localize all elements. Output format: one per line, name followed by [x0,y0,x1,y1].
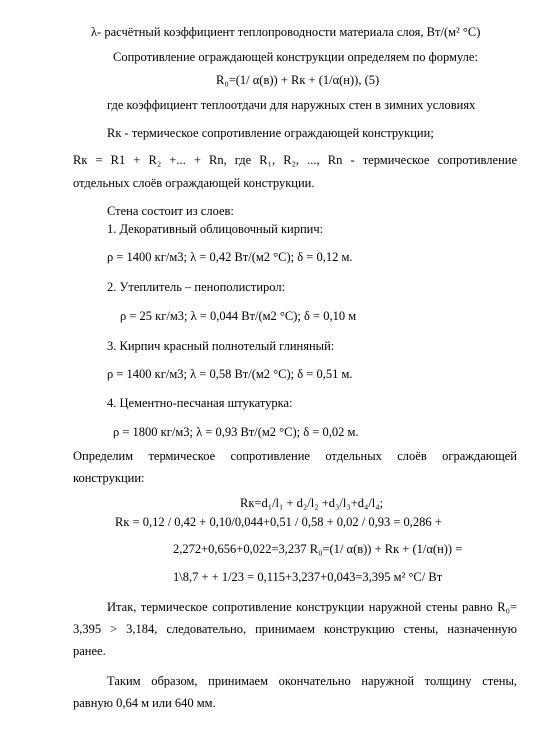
layer-1-properties: ρ = 1400 кг/м3; λ = 0,42 Вт/(м2 °С); δ = 0,12 м. [107,250,353,264]
calculation-r0-formula: 2,272+0,656+0,022=3,237 R₀=(1/ α(в)) + Rк + (1/α(н)) = [173,542,463,556]
formula-rk: Rк=d₁/l₁ + d₂/l₂ +d₃/l₃+d₄/l₄; [240,496,384,510]
layer-2-title: 2. Утеплитель – пенополистирол: [107,280,286,294]
layer-2-properties: ρ = 25 кг/м3; λ = 0,044 Вт/(м2 °С); δ = 0,10 м [120,309,357,323]
text-line-thickness-value: равную 0,64 м или 640 мм. [73,696,216,710]
text-line-construction: конструкции: [73,471,145,485]
layer-1-title: 1. Декоративный облицовочный кирпич: [107,222,324,236]
layer-3-properties: ρ = 1400 кг/м3; λ = 0,58 Вт/(м2 °С); δ = 0,51 м. [107,367,353,381]
text-line-comparison: 3,395 > 3,184, следовательно, принимаем конструкцию стены, назначенную [73,622,517,636]
text-line-final-thickness: Таким образом, принимаем окончательно наружной толщину стены, [107,674,517,688]
text-line-determine-resistance: Определим термическое сопротивление отдельных слоёв ограждающей [73,449,517,463]
text-line-heat-transfer-coefficient: где коэффициент теплоотдачи для наружных стен в зимних условиях [107,98,476,112]
text-line-earlier: ранее. [73,644,106,658]
layer-3-title: 3. Кирпич красный полнотелый глиняный: [107,339,335,353]
text-line-lambda-definition: λ- расчётный коэффициент теплопроводности материала слоя, Вт/(м² °С) [91,25,481,39]
text-line-resistance-intro: Сопротивление ограждающей конструкции определяем по формуле: [113,50,478,64]
layer-4-title: 4. Цементно-песчаная штукатурка: [107,396,293,410]
calculation-rk: Rк = 0,12 / 0,42 + 0,10/0,044+0,51 / 0,58 + 0,02 / 0,93 = 0,286 + [115,515,442,529]
formula-r0: R₀=(1/ α(в)) + Rк + (1/α(н)), (5) [216,73,380,87]
text-line-wall-layers-heading: Стена состоит из слоев: [107,204,234,218]
text-line-rk-sum: Rк = R1 + R₂ +... + Rn, где R₁, R₂, ..., Rn - термическое сопротивление [73,153,517,167]
text-line-rk-definition: Rк - термическое сопротивление ограждающей конструкции; [107,126,434,140]
text-line-conclusion: Итак, термическое сопротивление конструкции наружной стены равно R₀= [107,600,517,614]
layer-4-properties: ρ = 1800 кг/м3; λ = 0,93 Вт/(м2 °С); δ = 0,02 м. [113,425,359,439]
calculation-r0-result: 1\8,7 + + 1/23 = 0,115+3,237+0,043=3,395 м² °С/ Вт [173,570,443,584]
text-line-layers-note: отдельных слоёв ограждающей конструкции. [73,176,315,190]
